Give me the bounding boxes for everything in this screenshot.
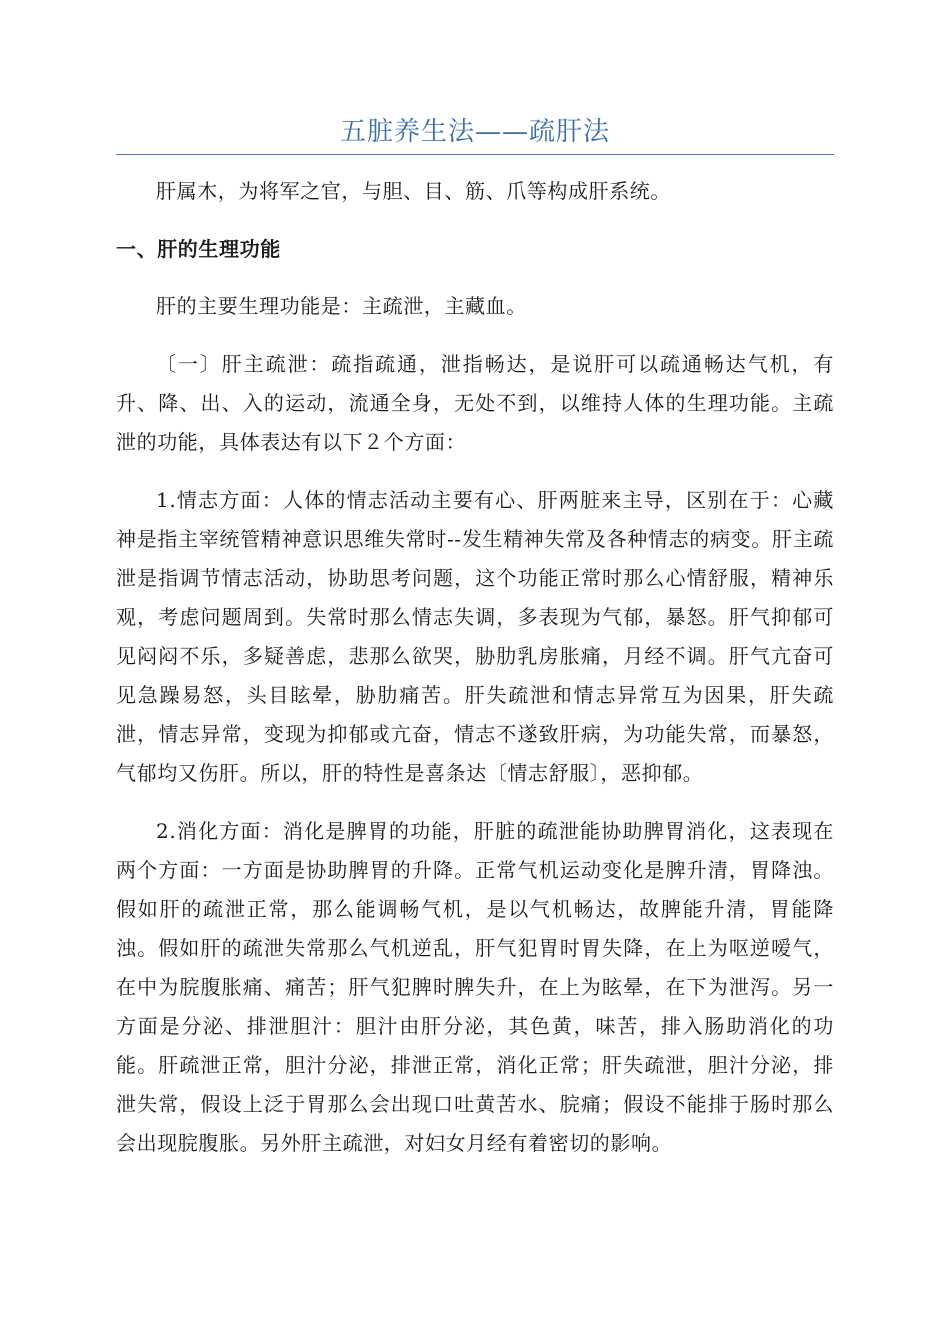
paragraph-liver-dispersion: 〔一〕肝主疏泄：疏指疏通，泄指畅达，是说肝可以疏通畅达气机，有升、降、出、入的运动，流通全身，无处不到，以维持人体的生理功能。主疏泄的功能，具体表达有以下２个方面： bbox=[116, 352, 834, 454]
page-title: 五脏养生法——疏肝法 bbox=[339, 117, 610, 147]
paragraph-emotion: 1.情志方面：人体的情志活动主要有心、肝两脏来主导，区别在于：心藏神是指主宰统管精神意识思维失常时--发生精神失常及各种情志的病变。肝主疏泄是指调节情志活动，协助思考问题，这个功能正常时那么心情舒服，精神乐观，考虑问题周到。失常时那么情志失调，多表现为气郁，暴怒。肝气抑郁可见闷闷不乐，多疑善虑，悲那么欲哭，胁肋乳房胀痛，月经不调。肝气亢奋可见急躁易怒，头目眩晕，胁肋痛苦。肝失疏泄和情志异常互为因果，肝失疏泄，情志异常，变现为抑郁或亢奋，情志不遂致肝病，为功能失常，而暴怒，气郁均又伤肝。所以，肝的特性是喜条达〔情志舒服〕，恶抑郁。 bbox=[116, 488, 834, 785]
paragraph-main-functions: 肝的主要生理功能是：主疏泄，主藏血。 bbox=[156, 294, 527, 318]
document-body bbox=[116, 172, 834, 1182]
title-underline bbox=[116, 154, 834, 155]
intro-paragraph: 肝属木，为将军之官，与胆、目、筋、爪等构成肝系统。 bbox=[156, 179, 671, 203]
section-heading: 一、肝的生理功能 bbox=[116, 237, 281, 261]
paragraph-digestion: 2.消化方面：消化是脾胃的功能，肝脏的疏泄能协助脾胃消化，这表现在两个方面：一方面是协助脾胃的升降。正常气机运动变化是脾升清，胃降浊。假如肝的疏泄正常，那么能调畅气机，是以气机畅达，故脾能升清，胃能降浊。假如肝的疏泄失常那么气机逆乱，肝气犯胃时胃失降，在上为呕逆嗳气，在中为脘腹胀痛、痛苦；肝气犯脾时脾失升，在上为眩晕，在下为泄泻。另一方面是分泌、排泄胆汁：胆汁由肝分泌，其色黄，味苦，排入肠助消化的功能。肝疏泄正常，胆汁分泌，排泄正常，消化正常；肝失疏泄，胆汁分泌，排泄失常，假设上泛于胃那么会出现口吐黄苦水、脘痛；假设不能排于肠时那么会出现脘腹胀。另外肝主疏泄，对妇女月经有着密切的影响。 bbox=[116, 819, 834, 1155]
